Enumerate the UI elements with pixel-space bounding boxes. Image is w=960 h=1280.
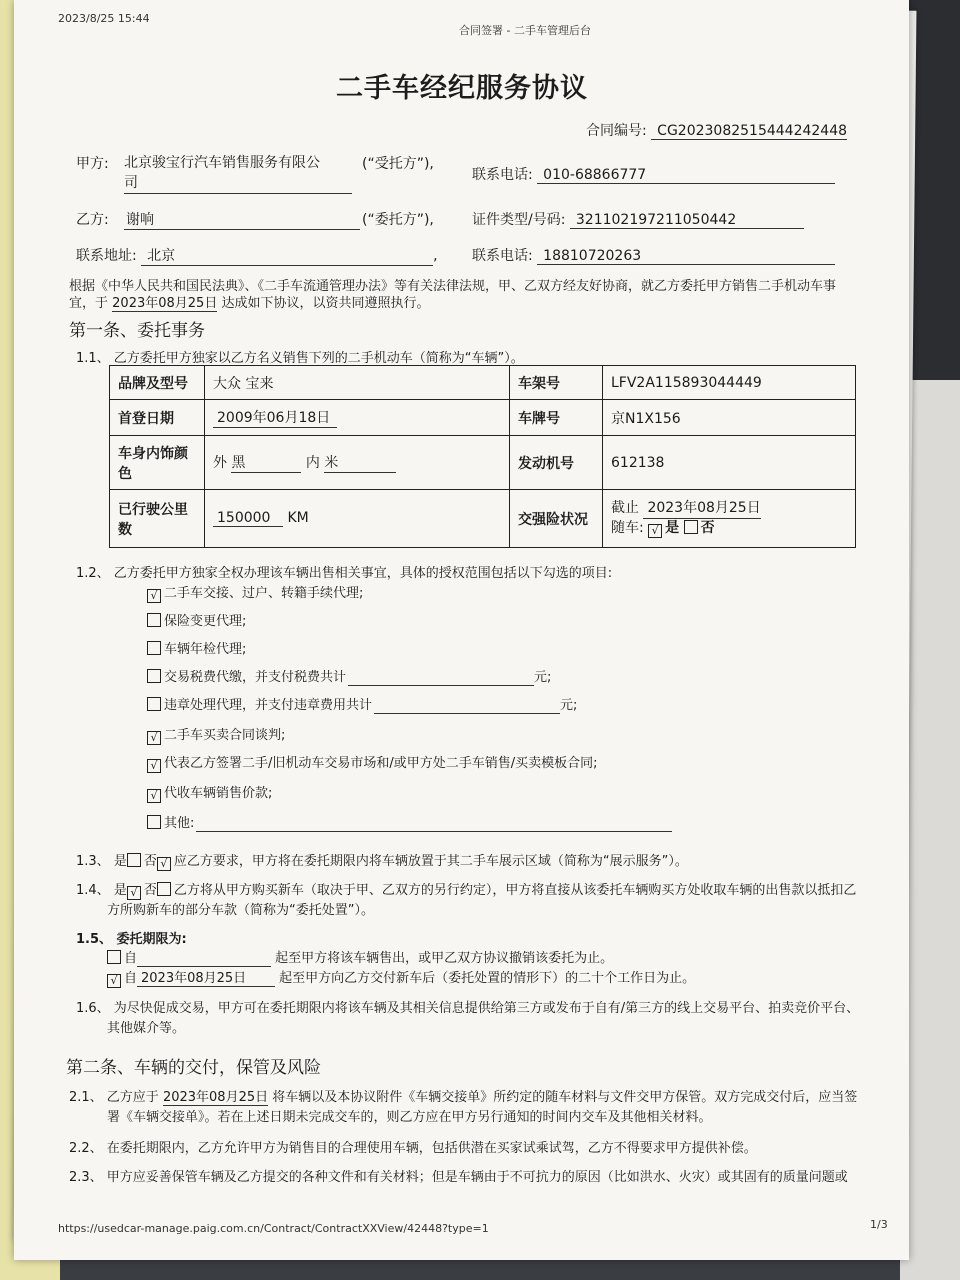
checklist-item bbox=[147, 610, 246, 629]
insurance-date: 2023年08月25日 bbox=[643, 499, 761, 519]
checkbox-checked-icon[interactable]: √ bbox=[147, 731, 161, 745]
party-a-name-line2: 司 bbox=[124, 173, 352, 194]
clause-1-3 bbox=[76, 850, 688, 871]
party-b-id bbox=[472, 209, 804, 229]
interior-color: 米 bbox=[324, 452, 396, 473]
checklist-item-label: 代收车辆销售价款; bbox=[164, 786, 273, 801]
party-b-phone-label: 联系电话: bbox=[472, 248, 533, 264]
term-option-1-date-blank bbox=[137, 951, 271, 967]
checklist-item-label: 其他: bbox=[164, 816, 195, 831]
checkbox-checked-icon[interactable]: √ bbox=[147, 789, 161, 803]
clause-1-4-yes: 是 bbox=[113, 883, 127, 898]
engine-label: 发动机号 bbox=[510, 436, 603, 490]
vehicle-table bbox=[109, 365, 856, 548]
insurance-label: 交强险状况 bbox=[510, 490, 603, 548]
checklist-item-label: 二手车交接、过户、转籍手续代理; bbox=[164, 586, 364, 601]
contract-page bbox=[14, 0, 909, 1260]
color-cell bbox=[205, 436, 510, 490]
page-number: 1/3 bbox=[870, 1218, 888, 1231]
clause-1-4-text: 乙方将从甲方购买新车（取决于甲、乙双方的另行约定），甲方将直接从该委托车辆购买方处收取车辆的出售款以抵扣乙 bbox=[173, 883, 857, 898]
checkbox-checked-icon[interactable]: √ bbox=[127, 886, 141, 900]
insurance-prefix: 截止 bbox=[611, 500, 639, 516]
party-a-name-line1: 北京骏宝行汽车销售服务有限公 bbox=[124, 155, 320, 171]
exterior-color: 黑 bbox=[231, 452, 301, 473]
interior-prefix: 内 bbox=[305, 455, 320, 471]
plate-label: 车牌号 bbox=[510, 400, 603, 436]
document-title: 二手车经纪服务协议 bbox=[336, 73, 588, 104]
table-row bbox=[110, 436, 856, 490]
vin-value: LFV2A115893044449 bbox=[603, 366, 856, 400]
reg-date-value: 2009年06月18日 bbox=[213, 407, 337, 428]
exterior-prefix: 外 bbox=[213, 455, 227, 471]
checklist-item bbox=[147, 724, 285, 745]
checkbox-empty-icon[interactable] bbox=[147, 641, 161, 655]
checklist-item-blank bbox=[348, 670, 534, 686]
insurance-until bbox=[611, 499, 847, 519]
clause-1-4-number: 1.4、 bbox=[76, 883, 110, 898]
brand-label: 品牌及型号 bbox=[110, 366, 205, 400]
party-b-address-label: 联系地址: bbox=[76, 248, 137, 264]
checkbox-empty-icon[interactable] bbox=[684, 520, 698, 534]
checklist-item bbox=[147, 638, 246, 657]
checklist-item bbox=[147, 666, 551, 686]
checklist-item bbox=[147, 582, 363, 603]
engine-value: 612138 bbox=[603, 436, 856, 490]
checklist-item bbox=[147, 694, 577, 714]
contract-number-label: 合同编号: bbox=[586, 123, 647, 139]
mileage-unit: KM bbox=[287, 510, 309, 526]
term-option-2 bbox=[107, 967, 695, 988]
reg-date-label: 首登日期 bbox=[110, 400, 205, 436]
checkbox-checked-icon[interactable]: √ bbox=[107, 974, 121, 988]
term-option-1 bbox=[107, 947, 613, 967]
preamble-date: 2023年08月25日 bbox=[112, 292, 217, 312]
clause-1-3-number: 1.3、 bbox=[76, 854, 110, 869]
checklist-item bbox=[147, 752, 598, 773]
section2-title: 第二条、车辆的交付，保管及风险 bbox=[66, 1058, 321, 1078]
preamble-line1: 根据《中华人民共和国民法典》、《二手车流通管理办法》等有关法律法规，甲、乙双方经友好协商，就乙方委托甲方销售二手机动车事 bbox=[69, 279, 837, 294]
party-a-label: 甲方: bbox=[76, 156, 109, 172]
checklist-item-suffix: 元; bbox=[560, 698, 578, 713]
clause-1-6-line1: 1.6、 为尽快促成交易，甲方可在委托期限内将该车辆及其相关信息提供给第三方或发布于自有/第三方的线上交易平台、拍卖竞价平台、 bbox=[76, 1001, 860, 1016]
reg-date-cell bbox=[205, 400, 510, 436]
checklist-item-label: 交易税费代缴，并支付税费共计 bbox=[164, 670, 347, 685]
table-row bbox=[110, 490, 856, 548]
contract-number bbox=[586, 120, 847, 140]
clause-2-1-line1 bbox=[69, 1086, 857, 1106]
print-datetime: 2023/8/25 15:44 bbox=[58, 12, 150, 25]
vin-label: 车架号 bbox=[510, 366, 603, 400]
term-option-1-prefix: 自 bbox=[124, 951, 138, 966]
checkbox-checked-icon[interactable]: √ bbox=[147, 759, 161, 773]
mileage-label: 已行驶公里数 bbox=[110, 490, 205, 548]
clause-1-2-intro: 1.2、 乙方委托甲方独家全权办理该车辆出售相关事宜，具体的授权范围包括以下勾选的项目: bbox=[76, 566, 613, 581]
checkbox-checked-icon[interactable]: √ bbox=[147, 589, 161, 603]
party-b-name-value: 谢响 bbox=[124, 209, 360, 230]
checkbox-empty-icon[interactable] bbox=[147, 697, 161, 711]
mileage-cell bbox=[205, 490, 510, 548]
clause-2-3: 2.3、 甲方应妥善保管车辆及乙方提交的各种文件和有关材料；但是车辆由于不可抗力的原因（比如洪水、火灾）或其固有的质量问题或 bbox=[69, 1170, 848, 1185]
party-b-address-suffix: , bbox=[433, 248, 438, 264]
insurance-no: 否 bbox=[700, 520, 715, 536]
insurance-cell bbox=[603, 490, 856, 548]
clause-2-1-text: 将车辆以及本协议附件《车辆交接单》所约定的随车材料与文件交甲方保管。双方完成交付后，应当签 bbox=[272, 1090, 858, 1105]
party-b-role: (“委托方”), bbox=[362, 212, 434, 228]
clause-1-5-title: 1.5、 委托期限为: bbox=[76, 932, 187, 947]
checkbox-checked-icon[interactable]: √ bbox=[648, 524, 662, 538]
section1-title: 第一条、委托事务 bbox=[69, 321, 205, 341]
term-option-2-date: 2023年08月25日 bbox=[137, 967, 275, 987]
clause-1-4-line1 bbox=[76, 879, 856, 900]
party-b-phone-value: 18810720263 bbox=[537, 248, 835, 265]
preamble-line2-prefix: 宜，于 bbox=[69, 296, 109, 311]
table-row bbox=[110, 400, 856, 436]
clause-2-1-date: 2023年08月25日 bbox=[163, 1086, 268, 1106]
checkbox-empty-icon[interactable] bbox=[147, 669, 161, 683]
checklist-item-blank bbox=[196, 816, 672, 832]
party-b-address bbox=[76, 245, 438, 266]
clause-2-2: 2.2、 在委托期限内，乙方允许甲方为销售目的合理使用车辆，包括供潜在买家试乘试驾，乙方不得要求甲方提供补偿。 bbox=[69, 1141, 757, 1156]
clause-1-6-line2: 其他媒介等。 bbox=[107, 1021, 186, 1036]
clause-1-3-text: 应乙方要求，甲方将在委托期限内将车辆放置于其二手车展示区域（简称为“展示服务”）。 bbox=[173, 854, 688, 869]
clause-2-1-line2: 署《车辆交接单》。若在上述日期未完成交车的，则乙方应在甲方另行通知的时间内交车及其他相关材料。 bbox=[107, 1110, 712, 1125]
plate-value: 京N1X156 bbox=[603, 400, 856, 436]
print-page-title: 合同签署 - 二手车管理后台 bbox=[459, 24, 591, 37]
clause-1-3-yes: 是 bbox=[113, 854, 127, 869]
party-a-role: (“受托方”), bbox=[362, 156, 434, 172]
checklist-item-label: 代表乙方签署二手/旧机动车交易市场和/或甲方处二手车销售/买卖模板合同; bbox=[164, 756, 598, 771]
insurance-with-car bbox=[611, 519, 847, 538]
checkbox-empty-icon[interactable] bbox=[157, 882, 171, 896]
clause-1-4-no: 否 bbox=[143, 883, 157, 898]
checklist-item bbox=[147, 812, 672, 832]
party-b-id-value: 321102197211050442 bbox=[570, 212, 804, 229]
term-option-2-prefix: 自 bbox=[124, 971, 138, 986]
party-b-phone bbox=[472, 245, 835, 265]
checkbox-empty-icon[interactable] bbox=[147, 815, 161, 829]
checkbox-empty-icon[interactable] bbox=[127, 853, 141, 867]
preamble-line2 bbox=[69, 292, 429, 312]
color-label: 车身内饰颜色 bbox=[110, 436, 205, 490]
table-row bbox=[110, 366, 856, 400]
checkbox-empty-icon[interactable] bbox=[147, 613, 161, 627]
checklist-item-label: 违章处理代理，并支付违章费用共计 bbox=[164, 698, 373, 713]
checklist-item-label: 保险变更代理; bbox=[164, 614, 247, 629]
checklist-item-blank bbox=[374, 698, 560, 714]
checklist-item bbox=[147, 782, 272, 803]
insurance-yes: 是 bbox=[665, 520, 680, 536]
party-a-name bbox=[124, 153, 352, 194]
preamble-line2-suffix: 达成如下协议，以资共同遵照执行。 bbox=[221, 296, 430, 311]
clause-1-4-line2: 方所购新车的部分车款（简称为“委托处置”）。 bbox=[107, 903, 374, 918]
checklist-item-label: 二手车买卖合同谈判; bbox=[164, 728, 286, 743]
mileage-value: 150000 bbox=[213, 510, 283, 527]
checkbox-empty-icon[interactable] bbox=[107, 950, 121, 964]
checklist-item-suffix: 元; bbox=[534, 670, 552, 685]
term-option-2-text: 起至甲方向乙方交付新车后（委托处置的情形下）的二十个工作日为止。 bbox=[279, 971, 696, 986]
clause-2-1-prefix: 2.1、 乙方应于 bbox=[69, 1090, 159, 1105]
checklist-item-label: 车辆年检代理; bbox=[164, 642, 247, 657]
term-option-1-text: 起至甲方将该车辆售出，或甲乙双方协议撤销该委托为止。 bbox=[275, 951, 614, 966]
party-b-label: 乙方: bbox=[76, 212, 109, 228]
contract-number-value: CG2023082515444242448 bbox=[651, 123, 847, 140]
party-b-address-value: 北京 bbox=[141, 245, 433, 266]
party-a-phone-label: 联系电话: bbox=[472, 167, 533, 183]
brand-value: 大众 宝来 bbox=[205, 366, 510, 400]
insurance-with-car-label: 随车: bbox=[611, 520, 644, 536]
party-b-id-label: 证件类型/号码: bbox=[472, 212, 566, 228]
print-url: https://usedcar-manage.paig.com.cn/Contract/ContractXXView/42448?type=1 bbox=[58, 1222, 489, 1235]
clause-1-1: 1.1、 乙方委托甲方独家以乙方名义销售下列的二手机动车（简称为“车辆”）。 bbox=[76, 351, 524, 366]
clause-1-3-no: 否 bbox=[143, 854, 157, 869]
party-b-name bbox=[124, 209, 360, 230]
checkbox-checked-icon[interactable]: √ bbox=[157, 857, 171, 871]
party-a-phone-value: 010-68866777 bbox=[537, 167, 835, 184]
party-a-phone bbox=[472, 164, 835, 184]
